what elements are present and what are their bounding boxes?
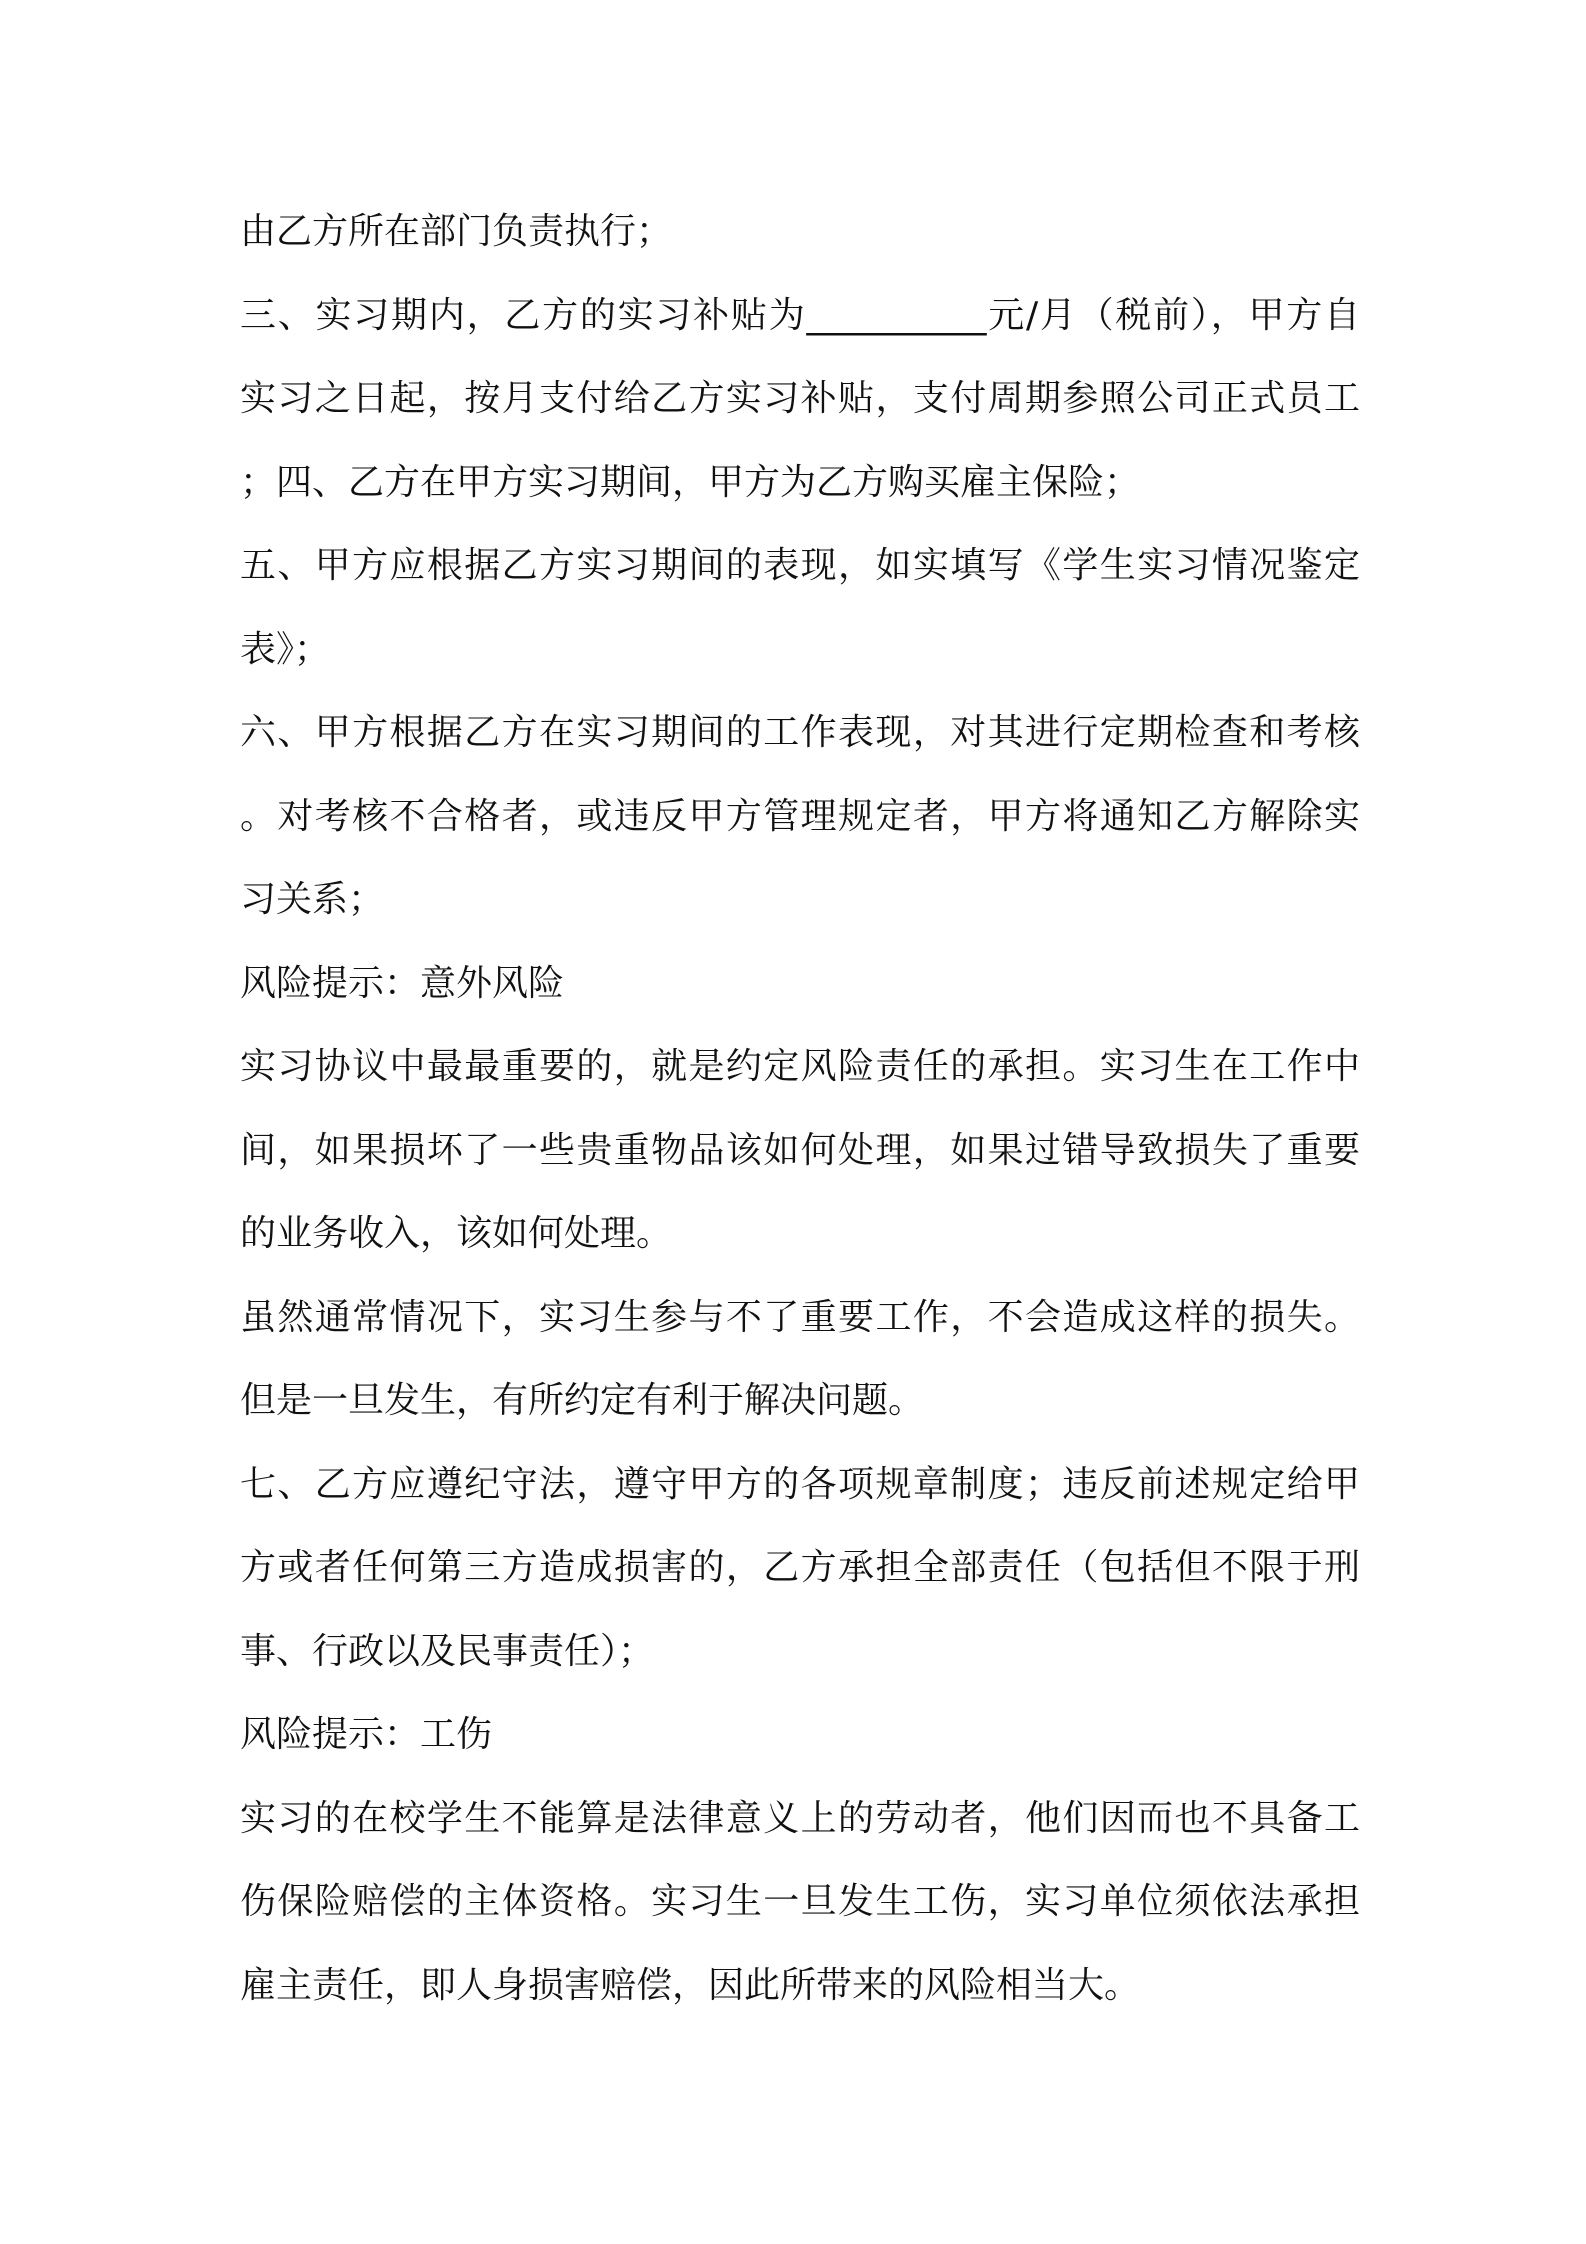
text-line: 七、乙方应遵纪守法，遵守甲方的各项规章制度；违反前述规定给甲 [240, 1463, 1360, 1505]
text-line: 实习的在校学生不能算是法律意义上的劳动者，他们因而也不具备工 [240, 1797, 1360, 1839]
text-line: 但是一旦发生，有所约定有利于解决问题。 [240, 1380, 925, 1421]
text-line: 的业务收入，该如何处理。 [240, 1213, 673, 1254]
section-heading: 风险提示：意外风险 [240, 962, 565, 1004]
text-line: ；四、乙方在甲方实习期间，甲方为乙方购买雇主保险； [240, 461, 1141, 503]
text-line: 。对考核不合格者，或违反甲方管理规定者，甲方将通知乙方解除实 [240, 795, 1360, 837]
text-line: 实习协议中最最重要的，就是约定风险责任的承担。实习生在工作中 [240, 1046, 1360, 1087]
text-line: 虽然通常情况下，实习生参与不了重要工作，不会造成这样的损失。 [240, 1296, 1360, 1338]
text-line: 表》； [240, 628, 331, 670]
text-line: 伤保险赔偿的主体资格。实习生一旦发生工伤，实习单位须依法承担 [240, 1881, 1360, 1922]
text-line: 三、实习期内，乙方的实习补贴为__________元/月（税前），甲方自 [240, 294, 1360, 336]
text-line: 事、行政以及民事责任）； [240, 1630, 655, 1672]
document-body [240, 190, 1360, 2027]
section-heading: 风险提示：工伤 [240, 1714, 493, 1755]
text-line: 间，如果损坏了一些贵重物品该如何处理，如果过错导致损失了重要 [240, 1129, 1360, 1171]
text-line: 由乙方所在部门负责执行； [240, 211, 673, 252]
text-line: 雇主责任，即人身损害赔偿，因此所带来的风险相当大。 [240, 1964, 1141, 2006]
text-line: 六、甲方根据乙方在实习期间的工作表现，对其进行定期检查和考核 [240, 712, 1360, 753]
text-line: 方或者任何第三方造成损害的，乙方承担全部责任（包括但不限于刑 [240, 1547, 1360, 1588]
text-line: 习关系； [240, 879, 385, 920]
text-line: 实习之日起，按月支付给乙方实习补贴，支付周期参照公司正式员工 [240, 378, 1360, 419]
text-line: 五、甲方应根据乙方实习期间的表现，如实填写《学生实习情况鉴定 [240, 545, 1360, 586]
